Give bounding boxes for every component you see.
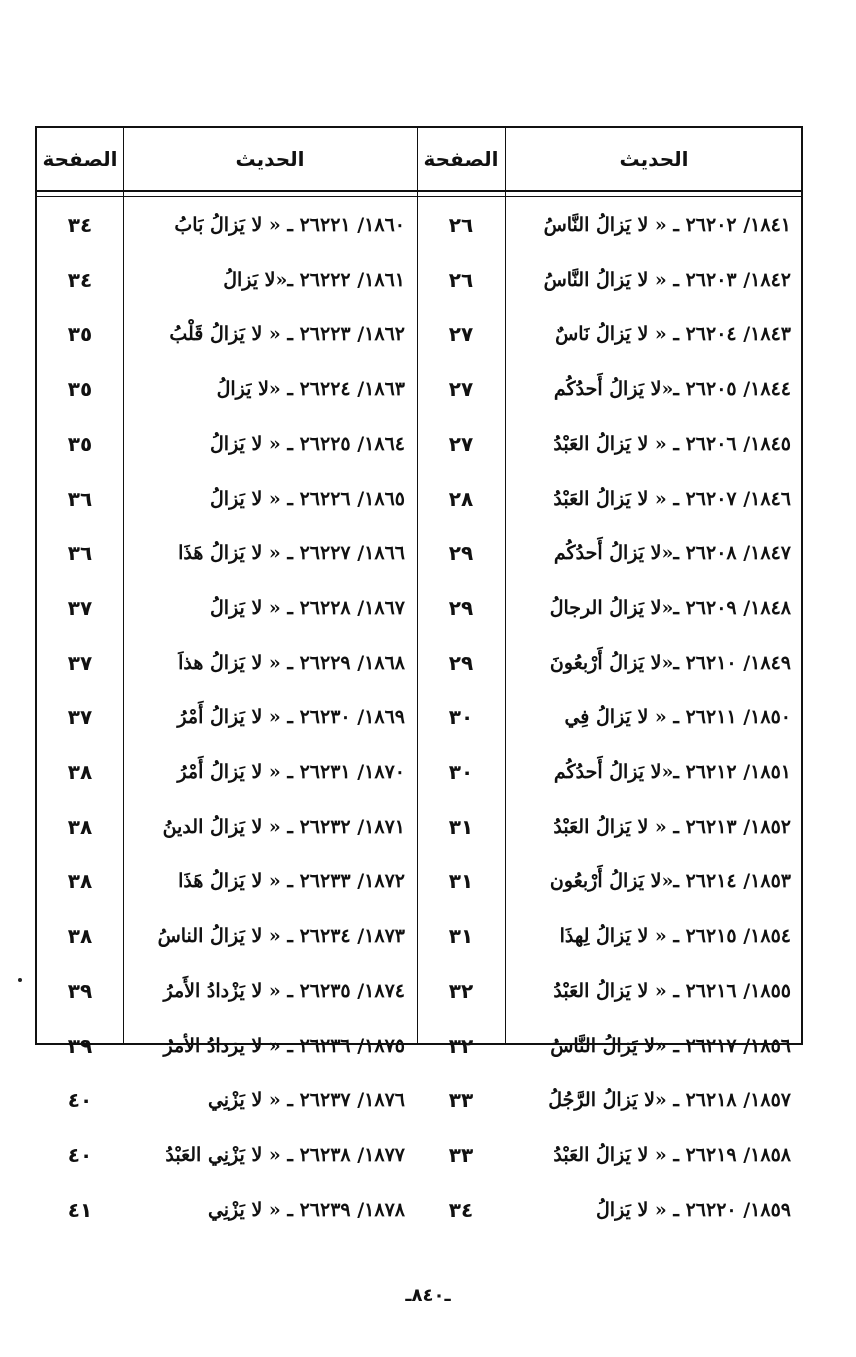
page-ref: ٤٠ [67, 1088, 93, 1113]
page-ref: ٢٩ [448, 650, 474, 675]
page-ref: ٣٦ [67, 541, 93, 566]
header-hadith-right: الحديث [619, 147, 689, 171]
header-page-left: الصفحة [42, 147, 118, 171]
page-ref: ٣٥ [67, 322, 93, 347]
page-ref: ٤١ [67, 1197, 93, 1222]
hadith-entry: ١٨٤٢/ ٢٦٢٠٣ ـ « لا يَزالُ النَّاسُ [543, 268, 791, 291]
page-ref: ٣٧ [67, 705, 93, 730]
hadith-entry: ١٨٤١/ ٢٦٢٠٢ ـ « لا يَزالُ النَّاسُ [543, 214, 791, 236]
hadith-entry: ١٨٧١/ ٢٦٢٣٢ ـ « لا يَزالُ الدينُ [162, 815, 405, 838]
page-ref: ٣٢ [448, 1033, 474, 1058]
page-ref: ٣٨ [67, 760, 93, 784]
hadith-entry: ١٨٦٦/ ٢٦٢٢٧ ـ « لا يَزالُ هَذَا [178, 542, 405, 565]
page-ref: ٣٢ [448, 978, 474, 1003]
hadith-entry: ١٨٧٢/ ٢٦٢٣٣ ـ « لا يَزالُ هَذَا [178, 870, 405, 893]
hadith-entry: ١٨٥٦/ ٢٦٢١٧ ـ «لا يَزالُ النَّاسُ [550, 1034, 791, 1057]
hadith-entry: ١٨٧٧/ ٢٦٢٣٨ ـ « لا يَزْنِي العَبْدُ [165, 1143, 405, 1166]
hadith-entry: ١٨٦٢/ ٢٦٢٢٣ ـ « لا يَزالُ قَلْبُ [169, 323, 405, 346]
hadith-entry: ١٨٦٣/ ٢٦٢٢٤ ـ «لا يَزالُ [216, 378, 405, 401]
hadith-entry: ١٨٦٩/ ٢٦٢٣٠ ـ « لا يَزالُ أَمْرُ [177, 706, 405, 729]
page-ref: ٣٩ [67, 978, 93, 1003]
hadith-entry: ١٨٧٨/ ٢٦٢٣٩ ـ « لا يَزْنِي [207, 1198, 405, 1221]
hadith-entry: ١٨٥٨/ ٢٦٢١٩ ـ « لا يَزالُ العَبْدُ [553, 1143, 791, 1166]
page-ref: ٣٤ [448, 1197, 474, 1222]
page-ref: ٢٧ [448, 431, 474, 456]
hadith-entry: ١٨٧٤/ ٢٦٢٣٥ ـ « لا يَزْدادُ الأَمرُ [163, 979, 405, 1002]
hadith-entry: ١٨٤٨/ ٢٦٢٠٩ ـ«لا يَزالُ الرجالُ [549, 596, 791, 619]
hadith-entry: ١٨٤٩/ ٢٦٢١٠ ـ«لا يَزالُ أَرْبعُونَ [549, 651, 791, 674]
page-ref: ٣٤ [67, 213, 93, 237]
page-ref: ٢٧ [448, 377, 474, 402]
page-ref: ٢٨ [448, 486, 474, 511]
page-ref: ٣٨ [67, 814, 93, 839]
hadith-entry: ١٨٧٣/ ٢٦٢٣٤ ـ « لا يَزالُ الناسُ [157, 925, 405, 948]
page-ref: ٣٧ [67, 595, 93, 620]
page-ref: ٣٦ [67, 486, 93, 511]
hadith-entry: ١٨٥١/ ٢٦٢١٢ ـ«لا يَزالُ أَحدُكُم [553, 761, 791, 783]
page-ref: ٣٣ [448, 1088, 474, 1113]
page-ref: ٣١ [448, 869, 474, 894]
hadith-entry: ١٨٥٠/ ٢٦٢١١ ـ « لا يَزالُ فِي [564, 706, 791, 729]
page-ref: ٢٩ [448, 595, 474, 620]
header-page-right: الصفحة [423, 147, 499, 171]
page-ref: ٣١ [448, 924, 474, 949]
hadith-entry: ١٨٥٢/ ٢٦٢١٣ ـ « لا يَزالُ العَبْدُ [553, 815, 791, 838]
hadith-entry: ١٨٦٠/ ٢٦٢٢١ ـ « لا يَزالُ بَابُ [174, 214, 405, 236]
hadith-entry: ١٨٧٦/ ٢٦٢٣٧ ـ « لا يَزْنِي [207, 1089, 405, 1112]
page-ref: ٣١ [448, 814, 474, 839]
hadith-entry: ١٨٤٧/ ٢٦٢٠٨ ـ«لا يَزالُ أَحدُكُم [553, 542, 791, 565]
page-ref: ٣٠ [448, 760, 474, 784]
hadith-entry: ١٨٥٩/ ٢٦٢٢٠ ـ « لا يَزالُ [595, 1198, 791, 1221]
hadith-entry: ١٨٤٤/ ٢٦٢٠٥ ـ«لا يَزالُ أَحدُكُم [553, 378, 791, 401]
header-hadith-left: الحديث [235, 147, 305, 171]
hadith-entry: ١٨٥٥/ ٢٦٢١٦ ـ « لا يَزالُ العَبْدُ [553, 979, 791, 1002]
hadith-entry: ١٨٦٨/ ٢٦٢٢٩ ـ « لا يَزالُ هذاَ [178, 651, 405, 674]
column-divider [123, 128, 124, 1043]
hadith-index-table [35, 126, 803, 1222]
header-divider-double [37, 196, 801, 197]
page-ref: ٣٨ [67, 924, 93, 949]
header-divider [37, 190, 801, 192]
hadith-entry: ١٨٥٧/ ٢٦٢١٨ ـ «لا يَزالُ الرَّجُلُ [548, 1089, 791, 1112]
page-ref: ٣٩ [67, 1033, 93, 1058]
hadith-entry: ١٨٦١/ ٢٦٢٢٢ ـ«لا يَزالُ [223, 268, 405, 291]
hadith-entry: ١٨٧٠/ ٢٦٢٣١ ـ « لا يَزالُ أَمْرُ [177, 761, 405, 783]
hadith-entry: ١٨٤٦/ ٢٦٢٠٧ ـ « لا يَزالُ العَبْدُ [553, 487, 791, 510]
page-ref: ٣٠ [448, 705, 474, 730]
page-ref: ٣٧ [67, 650, 93, 675]
page-ref: ٢٩ [448, 541, 474, 566]
page-ref: ٤٠ [67, 1142, 93, 1167]
page-ref: ٣٥ [67, 377, 93, 402]
hadith-entry: ١٨٤٣/ ٢٦٢٠٤ ـ « لا يَزالُ نَاسٌ [555, 323, 791, 346]
hadith-entry: ١٨٦٧/ ٢٦٢٢٨ ـ « لا يَزالُ [209, 596, 405, 619]
hadith-entry: ١٨٤٥/ ٢٦٢٠٦ ـ « لا يَزالُ العَبْدُ [553, 432, 791, 455]
page-ref: ٣٥ [67, 431, 93, 456]
hadith-entry: ١٨٦٤/ ٢٦٢٢٥ ـ « لا يَزالُ [209, 432, 405, 455]
hadith-entry: ١٨٧٥/ ٢٦٢٣٦ ـ « لا يزدادُ الأمرُ [163, 1034, 405, 1057]
page-ref: ٢٧ [448, 322, 474, 347]
hadith-entry: ١٨٥٣/ ٢٦٢١٤ ـ«لا يَزالُ أَرْبعُون [549, 870, 791, 893]
page-ref: ٢٦ [448, 213, 474, 237]
hadith-entry: ١٨٥٤/ ٢٦٢١٥ ـ « لا يَزالُ لِهذَا [559, 925, 791, 948]
page-ref: ٢٦ [448, 267, 474, 292]
stray-mark [18, 978, 22, 982]
page-ref: ٣٤ [67, 267, 93, 292]
page-ref: ٣٣ [448, 1142, 474, 1167]
hadith-entry: ١٨٦٥/ ٢٦٢٢٦ ـ « لا يَزالُ [209, 487, 405, 510]
page-number: ـ٨٤٠ـ [405, 1285, 451, 1306]
page-ref: ٣٨ [67, 869, 93, 894]
